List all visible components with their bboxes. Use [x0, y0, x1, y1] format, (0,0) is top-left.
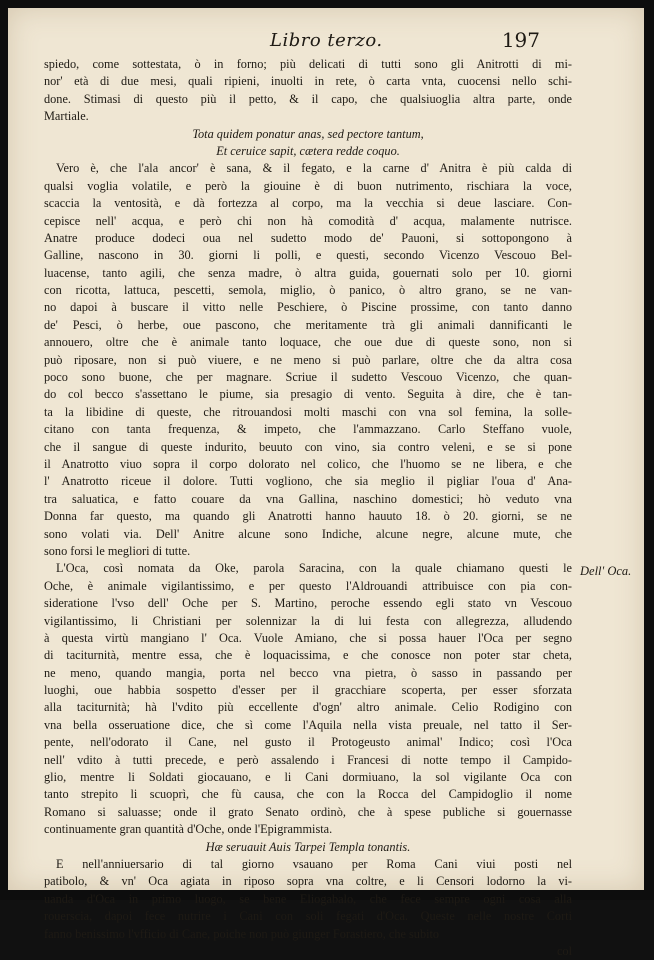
text-line: qualsi voglia volatile, e però la giouine è di buon nutrimento, rischiara la voce,	[44, 178, 572, 193]
text-line: scaccia la ventosità, e dà fortezza al corpo, ma la vecchia si deue lasciare. Con-	[44, 196, 572, 211]
text-line: à questa virtù mangiano l' Oca. Vuole Amiano, che si possa hauer l'Oca per segno	[44, 630, 572, 645]
paragraph	[44, 160, 572, 560]
text-line: che il sangue di queste indurito, beuuto con vino, sia contro veleni, e se si pone	[44, 439, 572, 454]
text-line: E nell'anniuersario di tal giorno vsauano per Roma Cani viui posti nel	[56, 856, 572, 871]
text-line: vna bella osseruatione dice, che sì come l'Aquila nella vista preuale, nel tatto il Ser-	[44, 717, 572, 732]
text-line: do col becco s'assettano le piume, sia presagio di vento. Seguita à dire, che è tan-	[44, 387, 572, 402]
paragraph	[44, 856, 572, 943]
book-page	[8, 8, 644, 958]
text-line: annouero, oltre che è animale tanto loquace, che oue due di queste sono, non si	[44, 335, 572, 350]
text-line: Galline, nascono in 30. giorni li polli, e questi, secondo Vicenzo Vescouo Bel-	[44, 248, 572, 263]
text-line: rouerscia, dapoi fece nutrire i Cani con soli fegati d'Oca. Queste nelle nostre Corti	[44, 909, 572, 924]
text-line: il Anatrotto viuo sopra il corpo dolorato nel colico, che l'huomo se ne libera, e che	[44, 456, 572, 471]
text-line: no dapoi à buscare il vitto nelle Peschiere, ò Piscine prossime, con tanto danno	[44, 300, 572, 315]
text-line: alla taciturnità; hà l'vdito più eccellente d'ogn' altro animale. Celio Rodigino con	[44, 700, 572, 715]
text-line: con ricotta, lattuca, pescetti, semola, miglio, ò panico, ò altro grano, se ne van-	[44, 283, 572, 298]
text-line: vigilantissimo, li Christiani per solennizar la di lui festa con allegrezza, alludendo	[44, 613, 572, 628]
verse-quote	[44, 126, 572, 161]
text-line: glio, mentre li Soldati giocauano, e li Cani dormiuano, la sol vigilante Oca con	[44, 770, 572, 785]
text-line: patibolo, & vn' Oca agiata in riposo sopra vna coltre, e li Censori lodorno la vi-	[44, 874, 572, 889]
text-line: done. Stimasi di questo più il petto, & il capo, che qualsiuoglia altra parte, onde	[44, 91, 572, 106]
text-line: l' Anatrotto riceue il dolore. Tutti vogliono, che sia meglio il pigliar l'oua d' Ana-	[44, 474, 572, 489]
text-line: ta la libidine di queste, che ritrouandosi molti maschi con vna sol femina, la solle-	[44, 404, 572, 419]
text-line: Romano si saluasse; onde il grato Senato ordinò, che à spese publiche si gouernasse	[44, 804, 572, 819]
text-line: de' Pesci, ò herbe, oue pascono, che meritamente trà gli animali dannificanti le	[44, 317, 572, 332]
text-line: uanda d'Oca in primo luogo, se bene Eliogabalo, che fece sempre ogni cosa alla	[44, 891, 572, 906]
text-line: Vero è, che l'ala ancor' è sana, & il fegato, e la carne d' Anitra è più calda di	[56, 161, 572, 176]
text-line: ne meno, quando mangia, porta nel becco vna pietra, ò sasso in passando per	[44, 665, 572, 680]
paragraph	[44, 560, 572, 838]
text-line: luoghi, oue habbia sospetto d'esser per il gracchiare scoperta, per esser sforzata	[44, 683, 572, 698]
text-line: cepisce nell' acqua, e però chi non hà comodità d' acqua, malamente nutrisce.	[44, 213, 572, 228]
verse-line: Hæ seruauit Auis Tarpei Templa tonantis.	[205, 839, 411, 854]
text-line: di taciturnità, mentre essa, che è loquacissima, e che conosce non poter star cheta,	[44, 648, 572, 663]
text-line: nor' età di due mesi, quali ripieni, inuolti in rete, ò carta vnta, cuocensi nello schi-	[44, 74, 572, 89]
page-header	[8, 30, 644, 58]
text-line: sono forsi le megliori di tutte.	[44, 543, 191, 558]
text-line: L'Oca, così nomata da Oke, parola Saracina, con la quale chiamano questi le	[56, 561, 572, 576]
text-line: Martiale.	[44, 109, 89, 124]
text-line: pente, nell'odorato il Cane, nel gusto il Protogeusto animal' Indico; così l'Oca	[44, 735, 572, 750]
paragraph	[44, 56, 572, 126]
verse-line: Tota quidem ponatur anas, sed pectore tantum,	[192, 126, 424, 141]
text-line: Oche, è animale vigilantissimo, e per questo l'Aldrouandi attribuisce con pia con-	[44, 578, 572, 593]
text-line: sideratione l'vso dell' Oche per S. Martino, peroche essendo egli stato vn Vescouo	[44, 596, 572, 611]
page-body	[44, 56, 572, 960]
verse-quote	[44, 839, 572, 856]
text-line: sono volati via. Dell' Anitre alcune sono Indiche, alcune negre, alcune mute, che	[44, 526, 572, 541]
text-line: tanto strepito li scuoprì, che fù causa, che con la Rocca del Campidoglio il nome	[44, 787, 572, 802]
text-line: può riposare, non si può viuere, e ne meno si può parlare, oltre che da altra cosa	[44, 352, 572, 367]
text-line: spiedo, come sottestata, ò in forno; più delicati di tutti sono gli Anitrotti di mi-	[44, 57, 572, 71]
page-number: 197	[501, 28, 540, 52]
text-line: continuamente gran quantità d'Oche, onde l'Epigrammista.	[44, 822, 333, 837]
running-head: Libro terzo.	[270, 30, 383, 51]
text-line: Anatre produce dodeci oua nel sudetto modo de' Pauoni, si sottopongono à	[44, 230, 572, 245]
text-line: Donna far questo, ma quando gli Anatrotti hanno hauuto 18. ò 20. giorni, se ne	[44, 509, 572, 524]
text-line: poco sono buone, che per magnare. Scriue il sudetto Vescouo Vicenzo, che quan-	[44, 370, 572, 385]
text-line: tra saluatica, e fatto couare da vna Gallina, naschino domestici; hò veduto vna	[44, 491, 572, 506]
text-line: citano con tanta frequenza, & impeto, che l'ammazzano. Carlo Steffano vuole,	[44, 422, 572, 437]
catchword: col	[556, 943, 572, 958]
text-line: nell' vdito à tutti precede, e però assalendo i Francesi di notte tempo il Campido-	[44, 752, 572, 767]
margin-note-dell-oca: Dell' Oca.	[580, 563, 632, 578]
text-line: luacense, tanto agili, che senza madre, ò altra guida, gouernati solo per 10. giorni	[44, 265, 572, 280]
text-line: fanno benissimo l'vfficio di Cane, poiche non può giunger Forastiero, che subito	[44, 926, 440, 941]
verse-line: Et ceruice sapit, cætera redde coquo.	[216, 143, 400, 158]
